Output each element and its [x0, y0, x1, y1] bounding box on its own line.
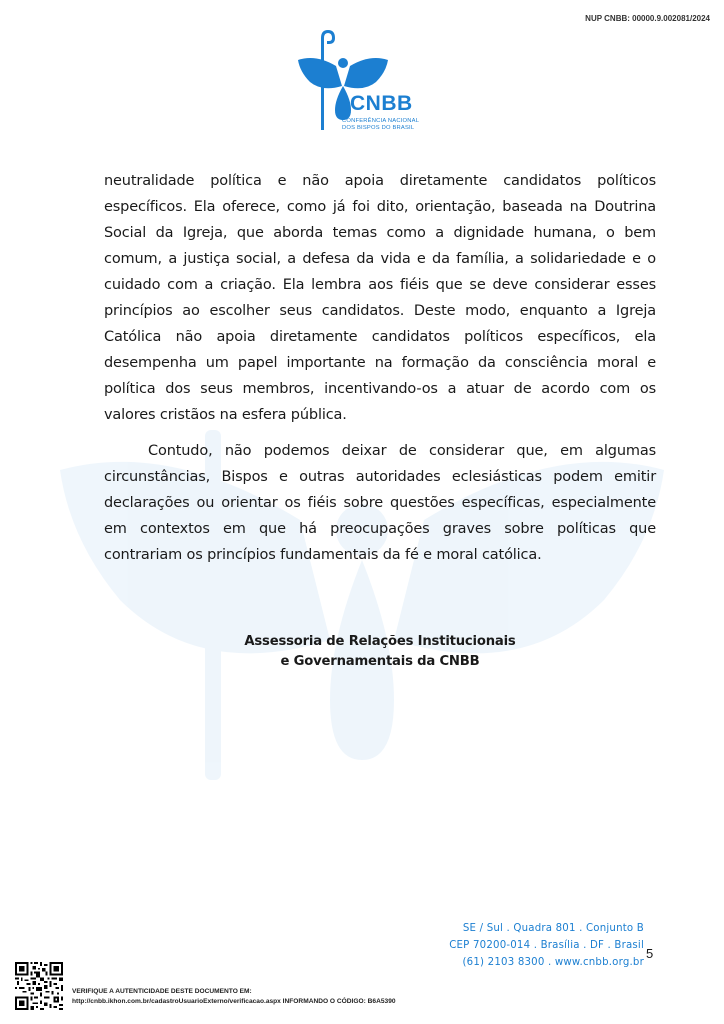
- page-number: 5: [646, 946, 654, 961]
- verify-heading: VERIFIQUE A AUTENTICIDADE DESTE DOCUMENTO EM:: [72, 988, 252, 995]
- qr-code-icon[interactable]: [15, 962, 63, 1010]
- verify-link[interactable]: http://cnbb.ikhon.com.br/cadastroUsuarioExterno/verificacao.aspx INFORMANDO O CÓDIGO: B6A5390: [72, 998, 396, 1005]
- address-block: [449, 920, 644, 971]
- signature-line2: e Governamentais da CNBB: [280, 654, 480, 669]
- body-paragraph-2: Contudo, não podemos deixar de considerar que, em algumas circunstâncias, Bispos e outras autoridades eclesiásticas podem emitir declarações ou orientar os fiéis sobre questões específicas, especialmente em contextos em que há preocupações graves sobre políticas que contrariam os princípios fundamentais da fé e moral católica.: [104, 443, 656, 563]
- logo-wordmark: CNBB: [350, 92, 413, 115]
- logo-subtitle-line1: CONFERÊNCIA NACIONAL: [342, 118, 420, 124]
- signature-line1: Assessoria de Relações Institucionais: [244, 634, 516, 649]
- address-line3: (61) 2103 8300 . www.cnbb.org.br: [462, 957, 644, 968]
- address-line1: SE / Sul . Quadra 801 . Conjunto B: [462, 923, 644, 934]
- document-body: [104, 168, 656, 578]
- address-line2: CEP 70200-014 . Brasília . DF . Brasil: [449, 940, 644, 951]
- signature-block: [104, 632, 656, 672]
- body-paragraph-1: neutralidade política e não apoia diretamente candidatos políticos específicos. Ela oferece, como já foi dito, orientação, baseada na Doutrina Social da Igreja, que aborda temas como a dignidade humana, o bem comum, a justiça social, a defesa da vida e da família, a solidariedade e o cuidado com a criação. Ela lembra aos fiéis que se deve considerar esses princípios ao escolher seus candidatos. Deste modo, enquanto a Igreja Católica não apoia diretamente candidatos políticos específicos, ela desempenha um papel importante na formação da consciência moral e política dos seus membros, incentivando-os a atuar de acordo com os valores cristãos na esfera pública.: [104, 173, 656, 423]
- authenticity-notice: [72, 987, 396, 1007]
- document-nup: NUP CNBB: 00000.9.002081/2024: [585, 14, 710, 23]
- logo-subtitle: [342, 118, 419, 132]
- logo-subtitle-line2: DOS BISPOS DO BRASIL: [342, 125, 415, 131]
